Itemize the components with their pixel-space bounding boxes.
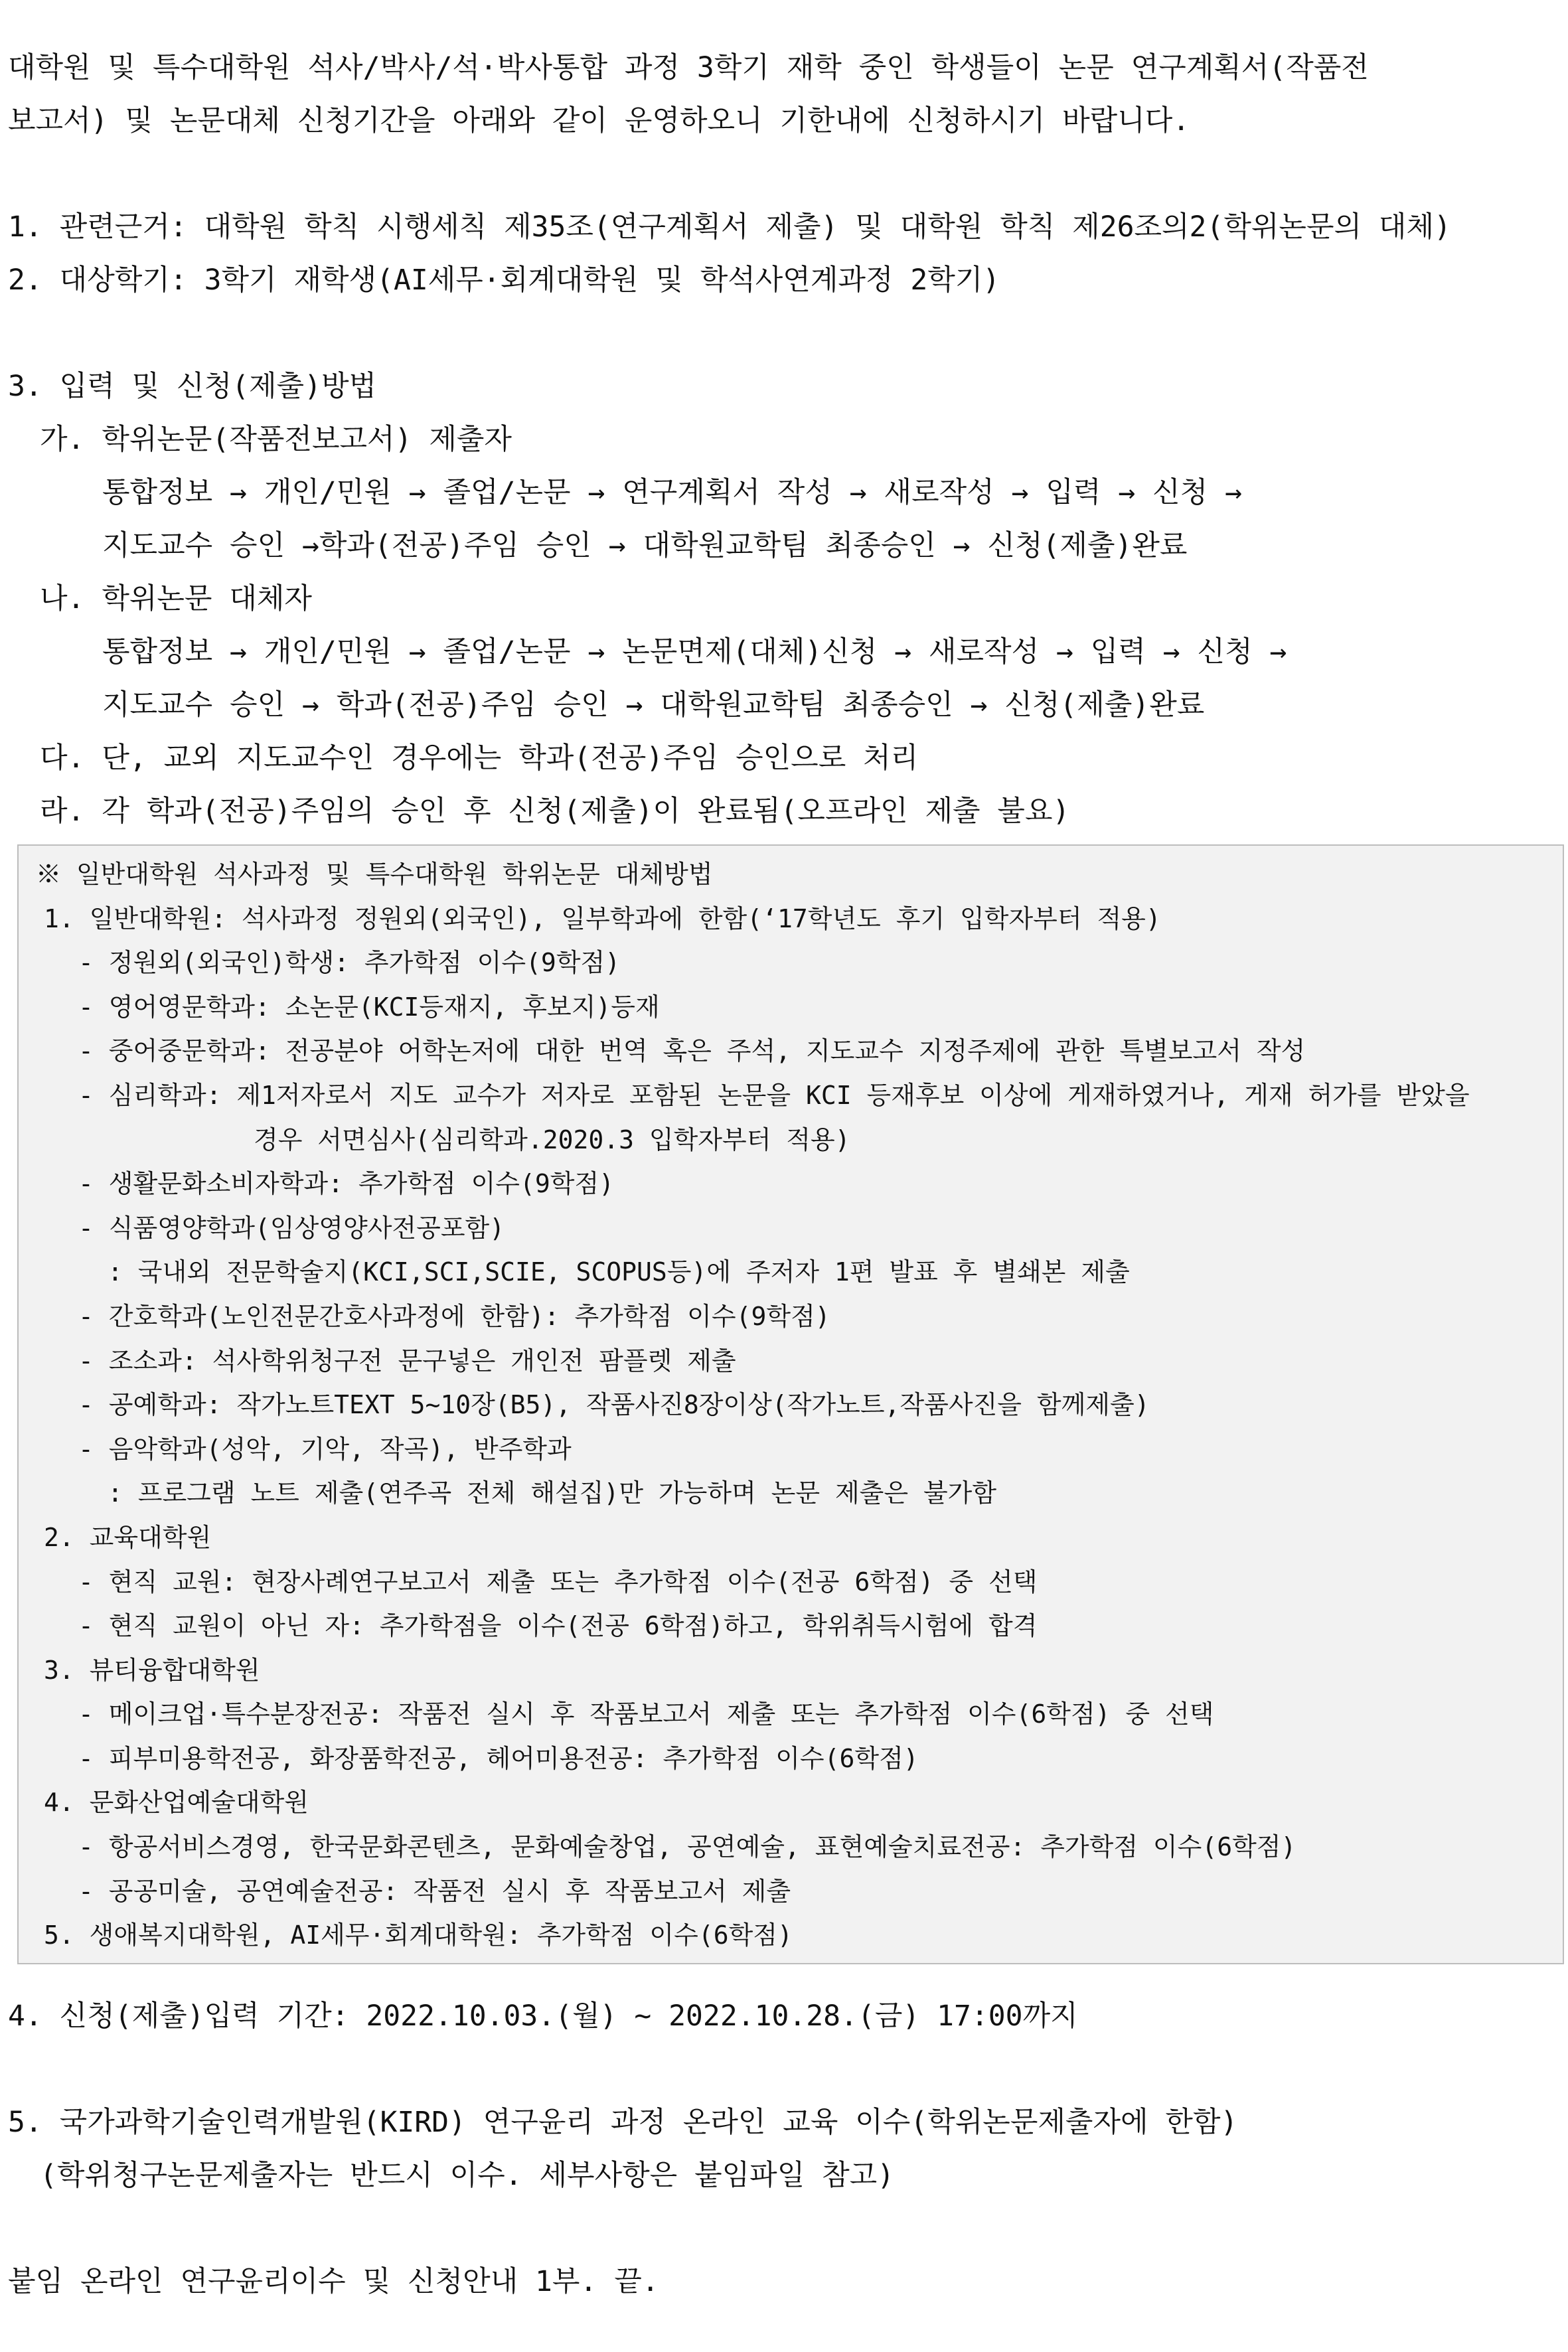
period-line: 4. 신청(제출)입력 기간: 2022.10.03.(월) ~ 2022.10.28.(금) 17:00까지 [8,1999,1078,2033]
method-na-step-2: 지도교수 승인 → 학과(전공)주임 승인 → 대학원교학팀 최종승인 → 신청(제출)완료 [102,688,1205,722]
notice-item: - 중어중문학과: 전공분야 어학논저에 대한 번역 혹은 주석, 지도교수 지정주제에 관한 특별보고서 작성 [78,1036,1306,1066]
notice-item: - 조소과: 석사학위청구전 문구넣은 개인전 팜플렛 제출 [78,1346,736,1375]
notice-item: - 공예학과: 작가노트TEXT 5~10장(B5), 작품사진8장이상(작가노트,작품사진을 함께제출) [78,1390,1150,1420]
notice-title: ※ 일반대학원 석사과정 및 특수대학원 학위논문 대체방법 [36,860,713,889]
notice-section-3: 3. 뷰티융합대학원 [44,1655,260,1685]
notice-item: - 현직 교원: 현장사례연구보고서 제출 또는 추가학점 이수(전공 6학점) 중 선택 [78,1567,1038,1597]
notice-item: - 식품영양학과(임상영양사전공포함) [78,1213,505,1243]
notice-item: - 생활문화소비자학과: 추가학점 이수(9학점) [78,1169,615,1199]
notice-item: - 정원외(외국인)학생: 추가학점 이수(9학점) [78,948,621,978]
notice-item: - 공공미술, 공연예술전공: 작품전 실시 후 작품보고서 제출 [78,1876,791,1906]
method-ga-title: 가. 학위논문(작품전보고서) 제출자 [40,423,512,456]
ethics-line-2: (학위청구논문제출자는 반드시 이수. 세부사항은 붙임파일 참고) [40,2158,895,2192]
notice-section-2: 2. 교육대학원 [44,1522,212,1552]
notice-item: - 음악학과(성악, 기악, 작곡), 반주학과 [78,1434,572,1464]
attachment-line: 붙임 온라인 연구윤리이수 및 신청안내 1부. 끝. [8,2264,659,2298]
intro-line-2: 보고서) 및 논문대체 신청기간을 아래와 같이 운영하오니 기한내에 신청하시기 바랍니다. [8,104,1190,137]
method-ga-step-2: 지도교수 승인 →학과(전공)주임 승인 → 대학원교학팀 최종승인 → 신청(제출)완료 [102,529,1188,562]
notice-item-continued: : 프로그램 노트 제출(연주곡 전체 해설집)만 가능하며 논문 제출은 불가함 [108,1478,997,1508]
target-line: 2. 대상학기: 3학기 재학생(AI세무·회계대학원 및 학석사연계과정 2학기) [8,264,1000,297]
ethics-line-1: 5. 국가과학기술인력개발원(KIRD) 연구윤리 과정 온라인 교육 이수(학위논문제출자에 한함) [8,2105,1238,2139]
notice-item: - 영어영문학과: 소논문(KCI등재지, 후보지)등재 [78,992,660,1022]
intro-line-1: 대학원 및 특수대학원 석사/박사/석·박사통합 과정 3학기 재학 중인 학생들이 논문 연구계획서(작품전 [8,51,1369,84]
method-title: 3. 입력 및 신청(제출)방법 [8,370,377,403]
notice-section-1: 1. 일반대학원: 석사과정 정원외(외국인), 일부학과에 한함(‘17학년도 후기 입학자부터 적용) [44,903,1161,933]
notice-item-continued: : 국내외 전문학술지(KCI,SCI,SCIE, SCOPUS등)에 주저자 1편 발표 후 별쇄본 제출 [108,1257,1130,1287]
notice-item-continued: 경우 서면심사(심리학과.2020.3 입학자부터 적용) [254,1125,850,1154]
basis-line: 1. 관련근거: 대학원 학칙 시행세칙 제35조(연구계획서 제출) 및 대학원 학칙 제26조의2(학위논문의 대체) [8,210,1451,244]
method-da: 다. 단, 교외 지도교수인 경우에는 학과(전공)주임 승인으로 처리 [40,742,919,775]
notice-item: - 심리학과: 제1저자로서 지도 교수가 저자로 포함된 논문을 KCI 등재후보 이상에 게재하였거나, 게재 허가를 받았을 [78,1080,1470,1110]
notice-section-4: 4. 문화산업예술대학원 [44,1788,309,1818]
method-na-step-1: 통합정보 → 개인/민원 → 졸업/논문 → 논문면제(대체)신청 → 새로작성 → 입력 → 신청 → [102,635,1287,668]
notice-item: - 항공서비스경영, 한국문화콘텐츠, 문화예술창업, 공연예술, 표현예술치료전공: 추가학점 이수(6학점) [78,1832,1296,1862]
method-na-title: 나. 학위논문 대체자 [40,582,312,615]
notice-item: - 메이크업·특수분장전공: 작품전 실시 후 작품보고서 제출 또는 추가학점 이수(6학점) 중 선택 [78,1699,1214,1729]
notice-item: - 현직 교원이 아닌 자: 추가학점을 이수(전공 6학점)하고, 학위취득시험에 합격 [78,1611,1038,1641]
notice-item: - 피부미용학전공, 화장품학전공, 헤어미용전공: 추가학점 이수(6학점) [78,1743,919,1773]
method-ra: 라. 각 학과(전공)주임의 승인 후 신청(제출)이 완료됨(오프라인 제출 불요) [40,795,1070,828]
notice-item: - 간호학과(노인전문간호사과정에 한함): 추가학점 이수(9학점) [78,1301,830,1331]
substitution-notice-box [17,844,1564,1964]
method-ga-step-1: 통합정보 → 개인/민원 → 졸업/논문 → 연구계획서 작성 → 새로작성 → 입력 → 신청 → [102,476,1242,509]
notice-section-5: 5. 생애복지대학원, AI세무·회계대학원: 추가학점 이수(6학점) [44,1921,793,1950]
